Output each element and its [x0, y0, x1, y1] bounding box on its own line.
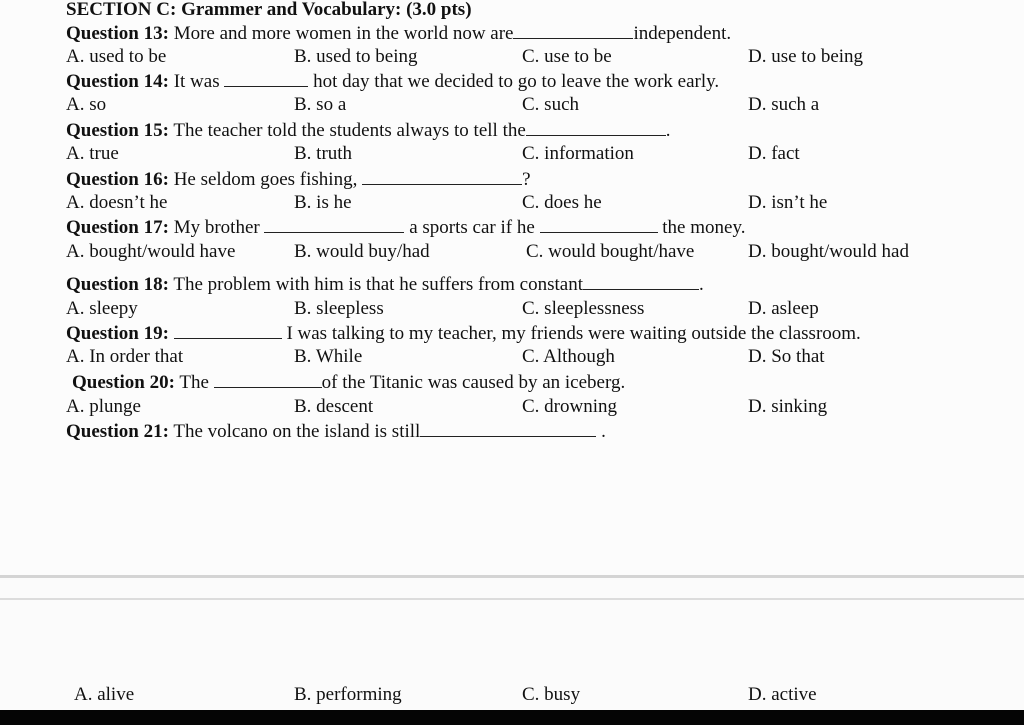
question-label: Question 16:: [66, 169, 169, 190]
option-d[interactable]: D. asleep: [748, 298, 819, 319]
option-c[interactable]: C. would bought/have: [526, 241, 695, 262]
answer-blank-2[interactable]: [540, 216, 658, 233]
option-a[interactable]: A. bought/would have: [66, 241, 236, 262]
question-text-end: independent.: [633, 23, 732, 44]
option-a[interactable]: A. true: [66, 143, 119, 164]
question-text: The teacher told the students always to tell the: [168, 120, 526, 141]
question-label: Question 13:: [66, 23, 169, 44]
option-b[interactable]: B. truth: [294, 143, 353, 164]
option-b[interactable]: B. is he: [294, 192, 352, 213]
question-label: Question 19:: [66, 323, 169, 344]
option-b[interactable]: B. sleepless: [294, 298, 384, 319]
answer-blank[interactable]: [362, 168, 522, 185]
answer-blank[interactable]: [224, 70, 308, 87]
answer-blank[interactable]: [583, 273, 699, 290]
option-a[interactable]: A. In order that: [66, 346, 184, 367]
question-15: [66, 119, 671, 142]
answer-blank-1[interactable]: [264, 216, 404, 233]
option-d[interactable]: D. sinking: [748, 396, 828, 417]
question-text-end: I was talking to my teacher, my friends were waiting outside the classroom.: [281, 323, 861, 344]
option-d[interactable]: D. isn’t he: [748, 192, 828, 213]
answer-blank[interactable]: [513, 22, 633, 39]
question-21: [66, 420, 606, 443]
question-label: Question 20:: [72, 372, 175, 393]
option-c[interactable]: C. does he: [522, 192, 602, 213]
question-text: The volcano on the island is still: [168, 421, 421, 442]
question-19: [66, 322, 861, 345]
question-20: [72, 371, 625, 394]
option-c[interactable]: C. busy: [522, 684, 581, 705]
option-b[interactable]: B. used to being: [294, 46, 418, 67]
question-text-end: .: [596, 421, 606, 442]
option-b[interactable]: B. so a: [294, 94, 347, 115]
option-c[interactable]: C. drowning: [522, 396, 617, 417]
question-text: More and more women in the world now are: [168, 23, 514, 44]
question-18: [66, 273, 704, 296]
question-text-middle: a sports car if he: [404, 217, 540, 238]
question-text-end: .: [699, 274, 704, 295]
question-text-end: .: [665, 120, 671, 141]
option-a[interactable]: A. alive: [74, 684, 135, 705]
question-label: Question 21:: [66, 421, 169, 442]
question-text: My brother: [168, 217, 265, 238]
divider: [0, 575, 1024, 578]
answer-blank[interactable]: [214, 371, 322, 388]
option-a[interactable]: A. sleepy: [66, 298, 138, 319]
option-d[interactable]: D. use to being: [748, 46, 864, 67]
option-d[interactable]: D. active: [748, 684, 817, 705]
option-d[interactable]: D. So that: [748, 346, 825, 367]
option-c[interactable]: C. sleeplessness: [522, 298, 645, 319]
question-16: [66, 168, 531, 191]
divider: [0, 598, 1024, 600]
options-19: [0, 346, 1024, 368]
question-label: Question 14:: [66, 71, 169, 92]
option-d[interactable]: D. such a: [748, 94, 820, 115]
question-13: [66, 22, 731, 45]
question-14: [66, 70, 719, 93]
question-text: The problem with him is that he suffers from constant: [168, 274, 583, 295]
question-text-end: the money.: [657, 217, 746, 238]
option-a[interactable]: A. doesn’t he: [66, 192, 168, 213]
question-text-end: hot day that we decided to go to leave the work early.: [308, 71, 720, 92]
option-a[interactable]: A. plunge: [66, 396, 141, 417]
option-b[interactable]: B. would buy/had: [294, 241, 430, 262]
option-d[interactable]: D. bought/would had: [748, 241, 909, 262]
options-20: [0, 396, 1024, 418]
answer-blank[interactable]: [420, 420, 596, 437]
question-label: Question 17:: [66, 217, 169, 238]
options-14: [0, 94, 1024, 116]
option-c[interactable]: C. such: [522, 94, 579, 115]
options-13: [0, 46, 1024, 68]
answer-blank[interactable]: [174, 322, 282, 339]
option-c[interactable]: C. Although: [522, 346, 615, 367]
bottom-black-bar: [0, 710, 1024, 725]
option-c[interactable]: C. information: [522, 143, 634, 164]
question-text: He seldom goes fishing,: [168, 169, 363, 190]
option-a[interactable]: A. used to be: [66, 46, 167, 67]
option-a[interactable]: A. so: [66, 94, 107, 115]
question-17: [66, 216, 745, 239]
options-21: [0, 684, 1024, 706]
answer-blank[interactable]: [526, 119, 666, 136]
options-16: [0, 192, 1024, 214]
option-b[interactable]: B. While: [294, 346, 363, 367]
question-label: Question 18:: [66, 274, 169, 295]
question-text-end: ?: [522, 169, 531, 190]
option-b[interactable]: B. performing: [294, 684, 402, 705]
options-15: [0, 143, 1024, 165]
option-d[interactable]: D. fact: [748, 143, 800, 164]
options-17: [0, 241, 1024, 263]
options-18: [0, 298, 1024, 320]
question-text-end: of the Titanic was caused by an iceberg.: [321, 372, 626, 393]
question-label: Question 15:: [66, 120, 169, 141]
question-text: It was: [168, 71, 225, 92]
question-text: The: [174, 372, 214, 393]
section-title: SECTION C: Grammer and Vocabulary: (3.0 pts): [66, 0, 472, 20]
option-c[interactable]: C. use to be: [522, 46, 612, 67]
option-b[interactable]: B. descent: [294, 396, 374, 417]
